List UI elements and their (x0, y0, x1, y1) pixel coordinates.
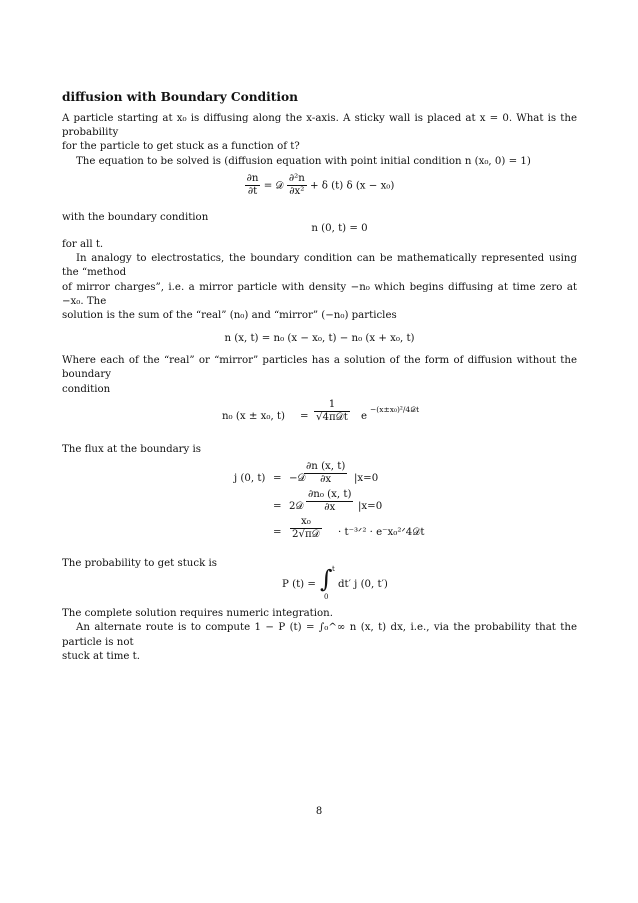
flux-row1-fraction: $\frac{\partial n (x, t)}{\partial x}$ (306, 461, 346, 486)
document-page (62, 90, 577, 664)
integral-sign: ∫ (320, 565, 333, 594)
paragraph-alternate-route: An alternate route is to compute 1 − P (t) = ∫₀^∞ n (x, t) dx, i.e., via the probability that the particle is not stuck at time t. (62, 622, 577, 662)
gaussian-prefactor: 1 √4π𝒟t (316, 398, 348, 423)
flux-row2-fraction: $\frac{\text{∂n₀ (x, t)}}{\partial x}$ (308, 489, 352, 514)
probability-integral: P (t) = ∫ t 0 dt′ j (0, t′) (282, 565, 388, 602)
paragraph-mirror-charges: In analogy to electrostatics, the boundary condition can be mathematically represented using the “method of mirror charges”, i.e. a mirror particle with density −n₀ which begins diffusing at time zero at −x₀. The solution is the sum of the “real” (n₀) and “mirror” (−n₀) particles (62, 253, 577, 322)
section-title: diffusion with Boundary Condition (62, 90, 299, 104)
intro-line-1: A particle starting at x₀ is diffusing along the x-axis. A sticky wall is placed at x = 0. What is the probability (62, 113, 577, 139)
paragraph-flux-lead: The flux at the boundary is (62, 443, 202, 455)
paragraph-for-all-t: for all t. (62, 239, 104, 251)
paragraph-numeric: The complete solution requires numeric integration. (62, 608, 333, 620)
paragraph-boundary-lead: with the boundary condition (62, 211, 209, 223)
intro-line-2: for the particle to get stuck as a function of t? (62, 141, 300, 153)
boundary-condition-equation: n (0, t) = 0 (311, 223, 368, 235)
diffusion-equation: $\frac{\partial n}{\partial t}$ = 𝒟 $\frac{\text{∂²n}}{\text{∂x²}}$ + δ (t) δ (x − x₀) (246, 172, 395, 197)
paragraph-probability-lead: The probability to get stuck is (62, 558, 217, 570)
free-solution-equation: n₀ (x ± x₀, t) = 1 √4π𝒟t e −(x±x₀)²/4𝒟t (222, 398, 420, 423)
paragraph-intro (62, 112, 577, 155)
flux-row3-fraction: x₀ 2√π𝒟 (292, 516, 320, 541)
flux-equations: j (0, t) = −𝒟 $\frac{\partial n (x, t)}{\partial x}$ |x=0 = 2𝒟 $\frac{\text{∂n₀ (x, t)}}{\partial x}$ |x=0 = x₀ 2√π𝒟 · t⁻³ᐟ² · e⁻x₀²ᐟ4𝒟t (234, 461, 425, 541)
page-number: 8 (315, 806, 323, 817)
paragraph-equation-lead: The equation to be solved is (diffusion equation with point initial condition n (x₀, 0) = 1) (76, 155, 531, 167)
superposition-equation: n (x, t) = n₀ (x − x₀, t) − n₀ (x + x₀, t) (224, 333, 415, 345)
paragraph-real-mirror: Where each of the “real” or “mirror” particles has a solution of the form of diffusion without the boundary condition (62, 355, 577, 395)
lhs-fraction: $\frac{\partial n}{\partial t}$ (246, 172, 259, 197)
rhs-fraction: $\frac{\text{∂²n}}{\text{∂x²}}$ (288, 172, 305, 197)
